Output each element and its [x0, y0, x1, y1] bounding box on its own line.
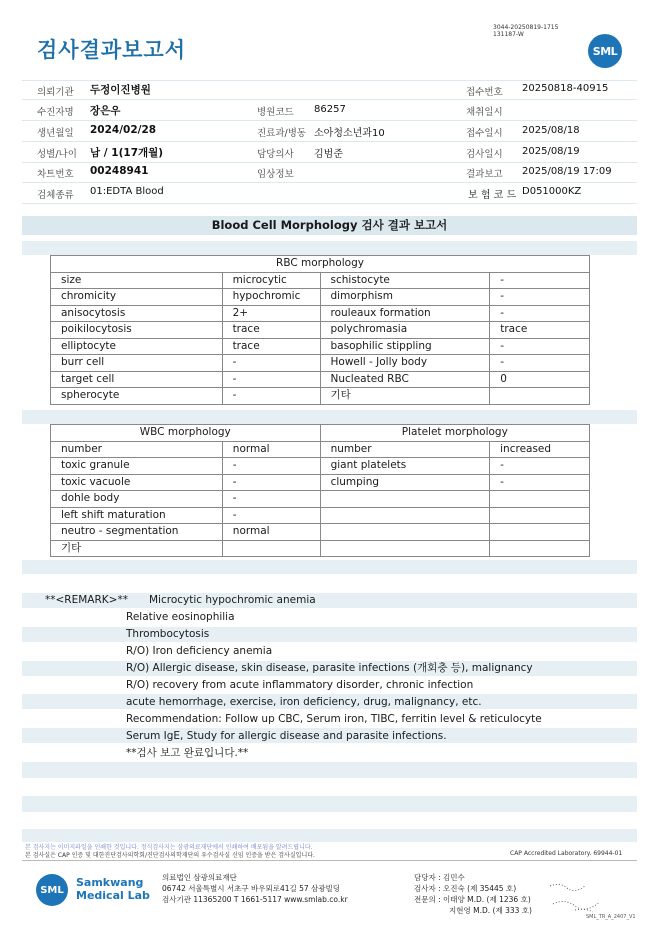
remark-line: acute hemorrhage, exercise, iron deficiency, drug, malignancy, etc. [126, 696, 482, 708]
sml-footer-logo: SML [36, 874, 68, 906]
wbc-cell [320, 524, 490, 541]
rbc-cell: hypochromic [222, 289, 320, 306]
wbc-cell: normal [222, 441, 320, 458]
rbc-row [51, 388, 590, 405]
staff-specialist-2: 지현영 M.D. (제 333 호) [449, 906, 532, 915]
report-title: 검사결과보고서 [37, 38, 187, 62]
rbc-cell: burr cell [51, 355, 223, 372]
patient-label: 수진자명 [37, 107, 74, 118]
dob-label: 생년월일 [37, 128, 74, 139]
rbc-cell: - [490, 338, 590, 355]
remark-line: Recommendation: Follow up CBC, Serum iron, TIBC, ferritin level & reticulocyte [126, 713, 542, 725]
section-title: Blood Cell Morphology 검사 결과 보고서 [22, 216, 637, 235]
rbc-row [51, 305, 590, 322]
wbc-cell: giant platelets [320, 458, 490, 475]
wbc-cell: dohle body [51, 491, 223, 508]
wbc-cell [222, 540, 320, 557]
rbc-cell: Nucleated RBC [320, 371, 490, 388]
rbc-cell: anisocytosis [51, 305, 223, 322]
rbc-cell: 기타 [320, 388, 490, 405]
remark-line: Relative eosinophilia [126, 611, 235, 623]
document-id-line2: 131187-W [493, 31, 524, 38]
receipt-no-label: 접수번호 [466, 87, 503, 98]
wbc-cell: - [222, 474, 320, 491]
rbc-cell: - [490, 305, 590, 322]
sex-age-value: 남 / 1(17개월) [90, 147, 164, 159]
report-date-value: 2025/08/19 17:09 [522, 166, 612, 177]
rbc-cell: - [490, 272, 590, 289]
rbc-cell: - [222, 371, 320, 388]
rbc-row [51, 322, 590, 339]
sml-logo: SML [588, 34, 622, 68]
patient-value: 장은우 [90, 105, 121, 117]
institution-value: 두정이진병원 [90, 84, 151, 96]
rbc-cell: elliptocyte [51, 338, 223, 355]
chart-no-value: 00248941 [90, 165, 149, 177]
rbc-row [51, 355, 590, 372]
lab-name-line2: Medical Lab [76, 889, 150, 902]
wbc-cell: number [51, 441, 223, 458]
wbc-row [51, 524, 590, 541]
wbc-row [51, 507, 590, 524]
clinical-label: 임상정보 [257, 169, 294, 180]
rbc-cell: Howell - Jolly body [320, 355, 490, 372]
test-date-label: 검사일시 [466, 149, 503, 160]
wbc-cell [320, 491, 490, 508]
wbc-row [51, 458, 590, 475]
rbc-cell: - [222, 355, 320, 372]
report-date-label: 결과보고 [466, 169, 503, 180]
dob-value: 2024/02/28 [90, 124, 157, 136]
wbc-cell [490, 540, 590, 557]
platelet-table-title: Platelet morphology [320, 425, 589, 442]
doctor-value: 김범준 [314, 149, 343, 160]
institution-label: 의뢰기관 [37, 87, 74, 98]
rbc-morphology-table [50, 255, 590, 405]
rbc-cell: schistocyte [320, 272, 490, 289]
staff-manager: 담당자 : 김민수 [414, 873, 465, 882]
staff-list [414, 872, 532, 916]
address-line1: 의료법인 삼광의료재단 [162, 873, 237, 882]
wbc-cell: toxic granule [51, 458, 223, 475]
cap-accreditation: CAP Accredited Laboratory. 69944-01 [510, 850, 623, 857]
document-id-line1: 3044-20250819-1715 [493, 24, 559, 31]
remark-line: R/O) Iron deficiency anemia [126, 645, 273, 657]
test-date-value: 2025/08/19 [522, 146, 580, 157]
collect-label: 채취일시 [466, 107, 503, 118]
rbc-cell: dimorphism [320, 289, 490, 306]
rbc-cell: - [222, 388, 320, 405]
staff-specialist-1: 전문의 : 이태양 M.D. (제 1236 호) [414, 895, 531, 904]
remark-line: Serum IgE, Study for allergic disease and parasite infections. [126, 730, 447, 742]
rbc-row [51, 272, 590, 289]
wbc-cell: - [222, 507, 320, 524]
lab-name-line1: Samkwang [76, 876, 144, 889]
rbc-cell: size [51, 272, 223, 289]
remark-line: **검사 보고 완료입니다.** [126, 747, 249, 759]
dept-label: 진료과/병동 [257, 128, 307, 139]
remark-line: R/O) Allergic disease, skin disease, parasite infections (개회충 등), malignancy [126, 662, 533, 674]
wbc-cell: toxic vacuole [51, 474, 223, 491]
lab-address [162, 872, 348, 905]
dept-value: 소아청소년과10 [314, 128, 385, 139]
rbc-cell: poikilocytosis [51, 322, 223, 339]
rbc-cell: - [490, 355, 590, 372]
wbc-cell: clumping [320, 474, 490, 491]
receipt-date-value: 2025/08/18 [522, 125, 580, 136]
rbc-table-title: RBC morphology [51, 256, 590, 273]
signature-scribble [545, 880, 615, 916]
wbc-cell: - [490, 474, 590, 491]
wbc-cell: - [222, 491, 320, 508]
rbc-cell: trace [222, 338, 320, 355]
staff-tester: 검사자 : 오진숙 (제 35445 호) [414, 884, 517, 893]
specimen-value: 01:EDTA Blood [90, 186, 164, 197]
hospital-code-value: 86257 [314, 104, 346, 115]
wbc-cell: left shift maturation [51, 507, 223, 524]
rbc-cell: target cell [51, 371, 223, 388]
wbc-cell: 기타 [51, 540, 223, 557]
rbc-cell: rouleaux formation [320, 305, 490, 322]
rbc-cell: polychromasia [320, 322, 490, 339]
remark-label: **<REMARK>** [45, 594, 128, 606]
remark-line: Thrombocytosis [126, 628, 210, 640]
remark-line: R/O) recovery from acute inflammatory disorder, chronic infection [126, 679, 474, 691]
specimen-label: 검체종류 [37, 190, 74, 201]
rbc-row [51, 289, 590, 306]
address-line3: 검사기관 11365200 T 1661-5117 www.smlab.co.kr [162, 895, 348, 904]
wbc-platelet-table [50, 424, 590, 557]
wbc-cell [320, 540, 490, 557]
lab-name [76, 876, 150, 902]
rbc-cell: 2+ [222, 305, 320, 322]
rbc-row [51, 371, 590, 388]
rbc-cell: microcytic [222, 272, 320, 289]
footer-notice-cert: 본 검사실은 CAP 인증 및 대한진단검사의학회/진단검사의학재단의 우수검사실 신임 인증을 받은 검사실입니다. [25, 852, 315, 859]
wbc-row [51, 540, 590, 557]
form-code: SML_TR_A_2407_V1 [586, 914, 636, 920]
insurance-value: D051000KZ [522, 186, 582, 197]
wbc-row [51, 441, 590, 458]
rbc-cell: spherocyte [51, 388, 223, 405]
wbc-cell: - [222, 458, 320, 475]
wbc-cell: increased [490, 441, 590, 458]
wbc-cell [320, 507, 490, 524]
rbc-cell: trace [222, 322, 320, 339]
rbc-cell: basophilic stippling [320, 338, 490, 355]
rbc-cell: trace [490, 322, 590, 339]
remark-line: Microcytic hypochromic anemia [149, 594, 316, 606]
wbc-table-title: WBC morphology [51, 425, 321, 442]
document-id [493, 24, 558, 38]
rbc-cell: - [490, 289, 590, 306]
remark-lines [126, 592, 542, 762]
wbc-cell [490, 491, 590, 508]
wbc-cell: normal [222, 524, 320, 541]
wbc-cell: number [320, 441, 490, 458]
chart-no-label: 차트번호 [37, 169, 74, 180]
rbc-row [51, 338, 590, 355]
sex-age-label: 성별/나이 [37, 149, 77, 160]
wbc-cell [490, 524, 590, 541]
address-line2: 06742 서울특별시 서초구 바우뫼로41길 57 삼광빌딩 [162, 884, 341, 893]
footer-notice-image: 본 검사지는 이미지파일을 인쇄한 것입니다. 정식검사지는 삼광의료재단에서 인쇄하여 배포됨을 알려드립니다. [25, 844, 313, 851]
rbc-cell: chromicity [51, 289, 223, 306]
doctor-label: 담당의사 [257, 149, 294, 160]
rbc-cell: 0 [490, 371, 590, 388]
wbc-row [51, 474, 590, 491]
insurance-label: 보 험 코 드 [468, 190, 517, 201]
wbc-row [51, 491, 590, 508]
hospital-code-label: 병원코드 [257, 107, 294, 118]
rbc-cell [490, 388, 590, 405]
wbc-cell: neutro - segmentation [51, 524, 223, 541]
wbc-cell: - [490, 458, 590, 475]
receipt-date-label: 접수일시 [466, 128, 503, 139]
wbc-cell [490, 507, 590, 524]
receipt-no-value: 20250818-40915 [522, 83, 609, 94]
